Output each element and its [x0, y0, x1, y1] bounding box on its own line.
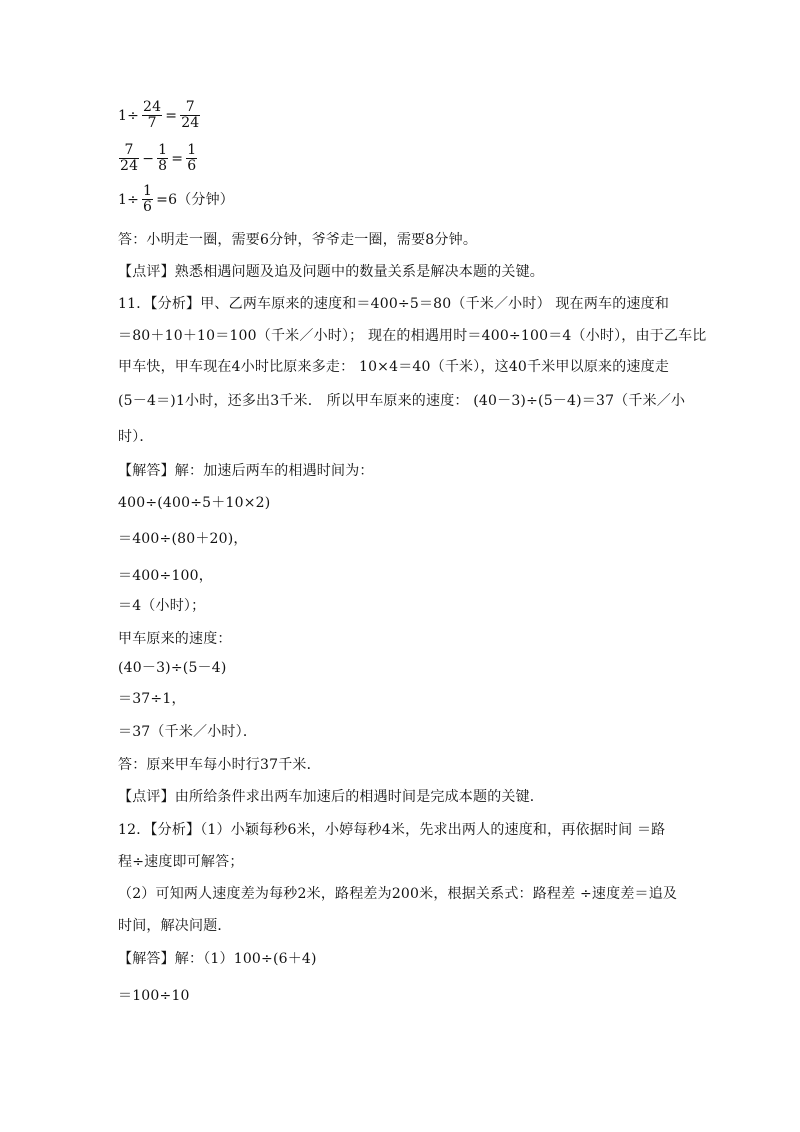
- fraction-denominator: 6: [143, 199, 153, 215]
- fraction: [142, 100, 162, 131]
- fraction: [157, 143, 168, 174]
- equation-term: =6（分钟）: [156, 191, 234, 208]
- equals-sign: =: [171, 150, 184, 167]
- solution-line: 甲车原来的速度：: [118, 631, 232, 647]
- fraction-denominator: 6: [187, 158, 197, 174]
- equation-term: 1÷: [118, 107, 140, 124]
- answer-line: 答：小明走一圈，需要6分钟，爷爷走一圈，需要8分钟。: [118, 232, 478, 248]
- fraction-denominator: 8: [158, 158, 168, 174]
- fraction-numerator: 1: [143, 183, 153, 199]
- analysis-line: 时间，解决问题．: [118, 918, 232, 934]
- fraction-denominator: 24: [181, 115, 200, 131]
- comment-line: 【点评】熟悉相遇问题及追及问题中的数量关系是解决本题的关键。: [118, 264, 544, 280]
- fraction-denominator: 24: [120, 158, 139, 174]
- solution-line: ＝4（小时）；: [118, 598, 206, 614]
- solution-line: ＝37÷1，: [118, 691, 186, 707]
- solution-line: ＝400÷(80＋20)，: [118, 531, 248, 547]
- solution-line: ＝400÷100，: [118, 568, 213, 584]
- equation-term: 1÷: [118, 191, 140, 208]
- equation-3: [118, 184, 234, 215]
- analysis-line: 时）．: [118, 429, 154, 445]
- analysis-line: 12．【分析】（1）小颖每秒6米，小婷每秒4米，先求出两人的速度和，再依据时间 ＝路: [118, 822, 666, 838]
- analysis-line: (5－4＝)1小时，还多出3千米． 所以甲车原来的速度： (40－3)÷(5－4)＝37（千米／小: [118, 393, 686, 409]
- minus-sign: −: [142, 150, 155, 167]
- equation-2: [118, 143, 198, 174]
- fraction: [119, 143, 139, 174]
- equation-1: [118, 100, 201, 131]
- analysis-line: 程÷速度即可解答；: [118, 854, 244, 870]
- answer-line: 答：原来甲车每小时行37千米．: [118, 757, 321, 773]
- fraction-numerator: 1: [158, 142, 168, 158]
- solution-line: 400÷(400÷5＋10×2): [118, 495, 271, 511]
- fraction: [186, 143, 197, 174]
- fraction: [180, 100, 200, 131]
- solution-line: (40－3)÷(5－4): [118, 660, 227, 676]
- equals-sign: =: [165, 107, 178, 124]
- fraction: [142, 184, 153, 215]
- fraction-numerator: 7: [180, 100, 200, 116]
- analysis-line: 甲车快，甲车现在4小时比原来多走： 10×4＝40（千米），这40千米甲以原来的速度走: [118, 359, 670, 375]
- solution-line: 【解答】解：加速后两车的相遇时间为：: [118, 463, 374, 479]
- analysis-line: ＝80＋10＋10＝100（千米／小时）； 现在的相遇用时＝400÷100＝4（小时），由于乙车比: [118, 328, 707, 344]
- solution-line: ＝100÷10: [118, 988, 190, 1004]
- analysis-line: 11．【分析】甲、乙两车原来的速度和＝400÷5＝80（千米／小时） 现在两车的速度和: [118, 296, 670, 312]
- analysis-line: （2）可知两人速度差为每秒2米，路程差为200米，根据关系式：路程差 ÷速度差＝追及: [118, 886, 678, 902]
- comment-line: 【点评】由所给条件求出两车加速后的相遇时间是完成本题的关键．: [118, 789, 544, 805]
- solution-line: 【解答】解：（1）100÷(6＋4): [118, 951, 317, 967]
- solution-line: ＝37（千米／小时）．: [118, 724, 258, 740]
- fraction-numerator: 24: [143, 99, 162, 115]
- fraction-numerator: 7: [119, 143, 139, 159]
- fraction-denominator: 7: [147, 115, 157, 131]
- fraction-numerator: 1: [187, 142, 197, 158]
